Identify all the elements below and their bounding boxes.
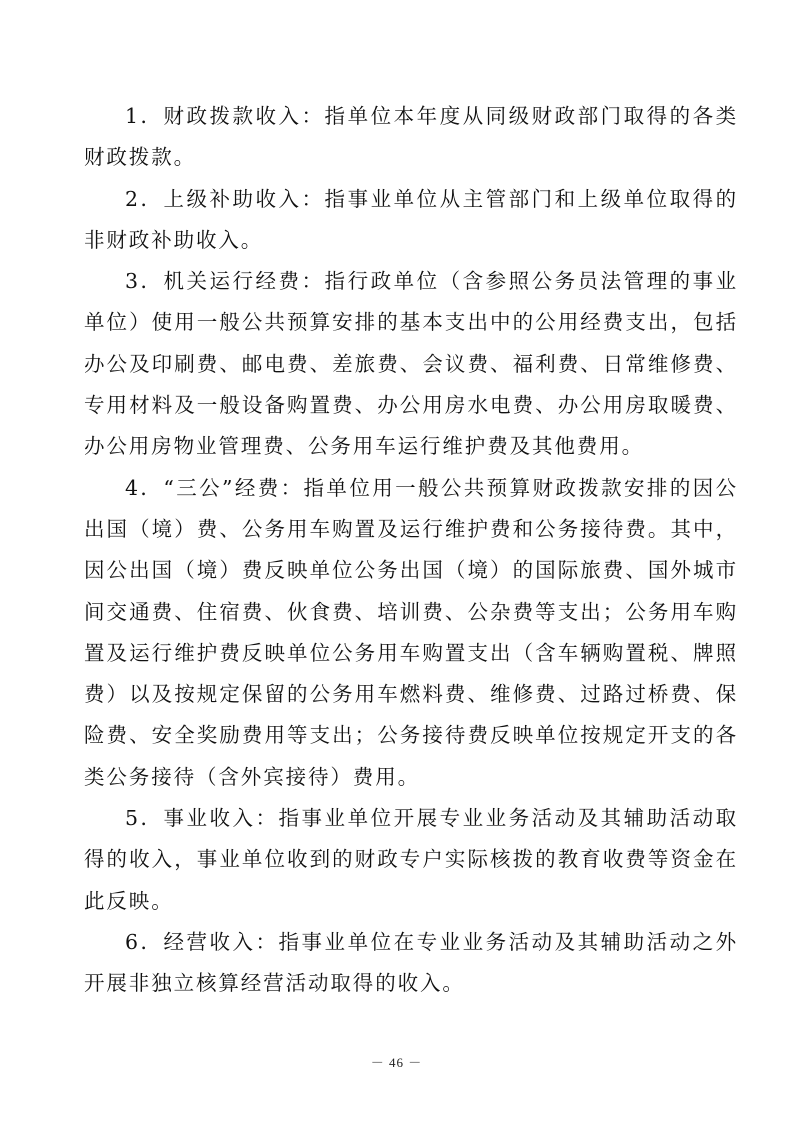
paragraph-5-business-income: 5．事业收入：指事业单位开展专业业务活动及其辅助活动取得的收入，事业单位收到的财政专户实际核拨的教育收费等资金在此反映。 (84, 806, 738, 913)
paragraph-6-operating-income: 6．经营收入：指事业单位在专业业务活动及其辅助活动之外开展非独立核算经营活动取得的收入。 (84, 929, 738, 996)
paragraph-1-fiscal-appropriation-income: 1．财政拨款收入：指单位本年度从同级财政部门取得的各类财政拨款。 (84, 104, 738, 170)
paragraph-2-superior-subsidy-income: 2．上级补助收入：指事业单位从主管部门和上级单位取得的非财政补助收入。 (84, 186, 738, 252)
document-body (84, 96, 738, 1005)
paragraph-3-agency-operating-expenses: 3．机关运行经费：指行政单位（含参照公务员法管理的事业单位）使用一般公共预算安排的基本支出中的公用经费支出，包括办公及印刷费、邮电费、差旅费、会议费、福利费、日常维修费、专用材料及一般设备购置费、办公用房水电费、办公用房取暖费、办公用房物业管理费、公务用车运行维护费及其他费用。 (84, 269, 738, 459)
paragraph-4-three-public-expenses: 4．“三公”经费：指单位用一般公共预算财政拨款安排的因公出国（境）费、公务用车购置及运行维护费和公务接待费。其中，因公出国（境）费反映单位公务出国（境）的国际旅费、国外城市间交通费、住宿费、伙食费、培训费、公杂费等支出；公务用车购置及运行维护费反映单位公务用车购置支出（含车辆购置税、牌照费）以及按规定保留的公务用车燃料费、维修费、过路过桥费、保险费、安全奖励费用等支出；公务接待费反映单位按规定开支的各类公务接待（含外宾接待）费用。 (84, 475, 738, 789)
page-number: － 46 － (370, 1055, 423, 1070)
